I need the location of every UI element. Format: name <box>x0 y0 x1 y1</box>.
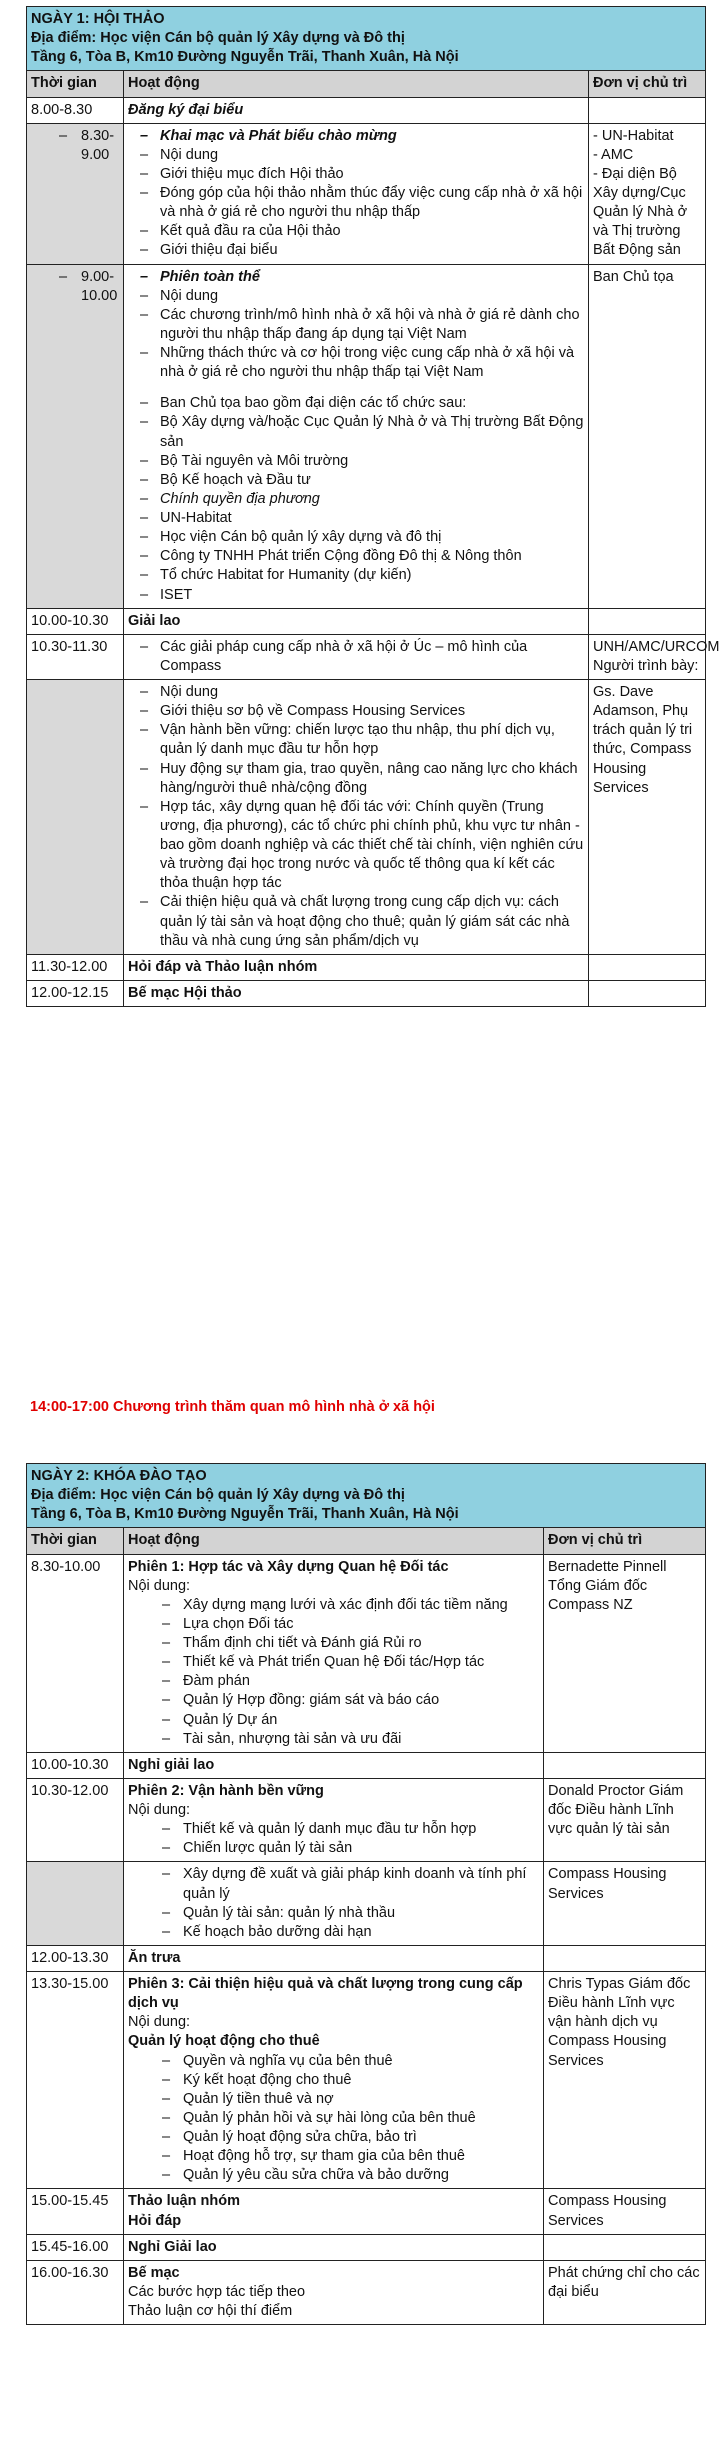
day1-location: Địa điểm: Học viện Cán bộ quản lý Xây dựng và Đô thị <box>31 30 405 47</box>
host-cell: Compass Housing Services <box>544 2189 706 2234</box>
activity-cell: Ăn trưa <box>124 1945 544 1971</box>
list-item: – Giới thiệu đại biểu <box>128 241 584 260</box>
table-row <box>27 2189 706 2234</box>
time-cell: 13.30-15.00 <box>27 1972 124 2189</box>
list-item: – Học viện Cán bộ quản lý xây dựng và đô thị <box>128 528 584 547</box>
time-cell <box>27 1862 124 1946</box>
list-item: – Quản lý tài sản: quản lý nhà thầu <box>128 1904 539 1923</box>
activity-cell <box>124 2260 544 2324</box>
table-row <box>27 634 706 679</box>
activity-cell: Nghỉ Giải lao <box>124 2234 544 2260</box>
list-item: – Chiến lược quản lý tài sản <box>128 1839 539 1858</box>
list-item: – Quản lý Dự án <box>128 1711 539 1730</box>
list-item: – Kết quả đầu ra của Hội thảo <box>128 222 584 241</box>
activity-cell: Nghỉ giải lao <box>124 1752 544 1778</box>
content-label: Nội dung: <box>128 1577 191 1594</box>
list-item: – Hoạt động hỗ trợ, sự tham gia của bên thuê <box>128 2147 539 2166</box>
time-cell: 10.30-11.30 <box>27 634 124 679</box>
host-cell: Chris Typas Giám đốc Điều hành Lĩnh vực vận hành dịch vụ Compass Housing Services <box>544 1972 706 2189</box>
list-item: – ISET <box>128 586 584 605</box>
host-cell: Bernadette Pinnell Tổng Giám đốc Compass NZ <box>544 1554 706 1752</box>
table-row <box>27 954 706 980</box>
list-item: – Huy động sự tham gia, trao quyền, nâng cao năng lực cho khách hàng/người thuê nhà/cộng đồng <box>128 760 584 798</box>
time-cell: 12.00-13.30 <box>27 1945 124 1971</box>
col-time-header: Thời gian <box>27 71 124 97</box>
day2-location: Địa điểm: Học viện Cán bộ quản lý Xây dựng và Đô thị <box>31 1487 405 1504</box>
activity-cell <box>124 1554 544 1752</box>
time-cell <box>27 680 124 955</box>
list-item: – Kế hoạch bảo dưỡng dài hạn <box>128 1923 539 1942</box>
table-row <box>27 97 706 123</box>
activity-cell <box>124 680 589 955</box>
activity-cell: Đăng ký đại biểu <box>124 97 589 123</box>
list-item: – Nội dung <box>128 146 584 165</box>
session-title: Phiên 3: Cải thiện hiệu quả và chất lượng trong cung cấp dịch vụ <box>128 1976 523 2012</box>
list-item: – UN-Habitat <box>128 509 584 528</box>
table-row <box>27 1778 706 1862</box>
day2-table <box>26 1463 706 2325</box>
host-cell: Compass Housing Services <box>544 1862 706 1946</box>
host-line: - AMC <box>593 146 634 163</box>
list-item: – Giới thiệu sơ bộ về Compass Housing Services <box>128 702 584 721</box>
host-cell <box>544 1945 706 1971</box>
list-item: – Quản lý tiền thuê và nợ <box>128 2090 539 2109</box>
day1-title: NGÀY 1: HỘI THẢO <box>31 11 165 27</box>
host-cell <box>589 97 706 123</box>
host-cell <box>589 123 706 264</box>
list-item: – Bộ Tài nguyên và Môi trường <box>128 452 584 471</box>
table-row <box>27 980 706 1006</box>
table-row <box>27 2260 706 2324</box>
activity-line: Thảo luận nhóm <box>128 2193 240 2210</box>
host-cell: Ban Chủ tọa <box>589 264 706 608</box>
list-item: – Tài sản, nhượng tài sản và ưu đãi <box>128 1730 539 1749</box>
list-item: – Xây dựng mạng lưới và xác định đối tác tiềm năng <box>128 1596 539 1615</box>
activity-line: Hỏi đáp <box>128 2212 182 2229</box>
day2-title: NGÀY 2: KHÓA ĐÀO TẠO <box>31 1468 207 1484</box>
table-row <box>27 264 706 608</box>
list-item: – Quản lý phản hồi và sự hài lòng của bên thuê <box>128 2109 539 2128</box>
list-item: – Quyền và nghĩa vụ của bên thuê <box>128 2052 539 2071</box>
host-cell <box>589 980 706 1006</box>
table-row <box>27 1862 706 1946</box>
list-item: – Công ty TNHH Phát triển Cộng đồng Đô thị & Nông thôn <box>128 547 584 566</box>
day1-address: Tầng 6, Tòa B, Km10 Đường Nguyễn Trãi, Thanh Xuân, Hà Nội <box>31 49 459 66</box>
day1-agenda <box>26 6 720 1007</box>
time-text: – 8.30-9.00 <box>31 127 119 165</box>
list-item: – Các giải pháp cung cấp nhà ở xã hội ở Úc – mô hình của Compass <box>128 638 584 676</box>
host-cell <box>544 1752 706 1778</box>
time-cell <box>27 264 124 608</box>
activity-cell <box>124 2189 544 2234</box>
activity-line: Thảo luận cơ hội thí điểm <box>128 2303 293 2319</box>
table-row <box>27 608 706 634</box>
list-item: – Vận hành bền vững: chiến lược tạo thu nhập, thu phí dịch vụ, quản lý danh mục đầu tư hỗn hợp <box>128 721 584 759</box>
list-item: – Nội dung <box>128 683 584 702</box>
activity-cell <box>124 1862 544 1946</box>
session-subtitle: Quản lý hoạt động cho thuê <box>128 2033 320 2050</box>
time-cell: 10.00-10.30 <box>27 1752 124 1778</box>
host-cell <box>589 608 706 634</box>
list-item: – Những thách thức và cơ hội trong việc cung cấp nhà ở xã hội và nhà ở giá rẻ cho người thu nhập thấp tại Việt Nam <box>128 344 584 382</box>
session-title: Phiên 2: Vận hành bền vững <box>128 1782 324 1799</box>
list-item: – Đàm phán <box>128 1672 539 1691</box>
host-cell <box>544 2234 706 2260</box>
time-cell: 12.00-12.15 <box>27 980 124 1006</box>
time-text: – 9.00-10.00 <box>31 268 119 306</box>
excursion-note: 14:00-17:00 Chương trình thăm quan mô hình nhà ở xã hội <box>30 1399 435 1415</box>
session-title: – Khai mạc và Phát biểu chào mừng <box>128 127 584 146</box>
activity-cell: Hỏi đáp và Thảo luận nhóm <box>124 954 589 980</box>
table-row <box>27 1554 706 1752</box>
list-item: – Tổ chức Habitat for Humanity (dự kiến) <box>128 566 584 585</box>
list-item: – Quản lý Hợp đồng: giám sát và báo cáo <box>128 1691 539 1710</box>
table-row <box>27 2234 706 2260</box>
day2-agenda <box>26 1463 705 2325</box>
activity-cell: Giải lao <box>124 608 589 634</box>
list-item: – Bộ Kế hoạch và Đầu tư <box>128 471 584 490</box>
host-cell: Donald Proctor Giám đốc Điều hành Lĩnh vực quản lý tài sản <box>544 1778 706 1862</box>
host-cell <box>589 954 706 980</box>
table-row <box>27 123 706 264</box>
day1-header <box>27 7 706 71</box>
list-item: – Các chương trình/mô hình nhà ở xã hội và nhà ở giá rẻ dành cho người thu nhập thấp đang áp dụng tại Việt Nam <box>128 306 584 344</box>
table-row <box>27 1752 706 1778</box>
day2-header <box>27 1464 706 1528</box>
list-item: – Hợp tác, xây dựng quan hệ đối tác với: Chính quyền (Trung ương, địa phương), các tổ chức phi chính phủ, khu vực tư nhân - bao gồm doanh nghiệp và các thiết chế tài chính, viện nghiên cứu và trường đại học trong nước và quốc tế thông qua kí kết các thỏa thuận hợp tác <box>128 798 584 894</box>
host-line: - Đại diện Bộ Xây dựng/Cục Quản lý Nhà ở và Thị trường Bất Động sản <box>593 165 688 259</box>
list-item: – Lựa chọn Đối tác <box>128 1615 539 1634</box>
activity-cell <box>124 1778 544 1862</box>
list-item: – Nội dung <box>128 287 584 306</box>
time-cell: 8.00-8.30 <box>27 97 124 123</box>
col-time-header: Thời gian <box>27 1528 124 1554</box>
list-item: – Thiết kế và quản lý danh mục đầu tư hỗn hợp <box>128 1820 539 1839</box>
activity-cell: Bế mạc Hội thảo <box>124 980 589 1006</box>
col-host-header: Đơn vị chủ trì <box>589 71 706 97</box>
list-item: – Ban Chủ tọa bao gồm đại diện các tổ chức sau: <box>128 394 584 413</box>
table-row <box>27 1945 706 1971</box>
content-label: Nội dung: <box>128 2014 191 2031</box>
table-row <box>27 1972 706 2189</box>
list-item: – Chính quyền địa phương <box>128 490 584 509</box>
activity-cell <box>124 634 589 679</box>
activity-cell <box>124 264 589 608</box>
session-title: – Phiên toàn thể <box>128 268 584 287</box>
activity-cell <box>124 123 589 264</box>
host-cell: Phát chứng chỉ cho các đại biểu <box>544 2260 706 2324</box>
list-item: – Thẩm định chi tiết và Đánh giá Rủi ro <box>128 1634 539 1653</box>
list-item: – Đóng góp của hội thảo nhằm thúc đẩy việc cung cấp nhà ở xã hội và nhà ở giá rẻ cho người thu nhập thấp <box>128 184 584 222</box>
time-cell: 8.30-10.00 <box>27 1554 124 1752</box>
session-title: Bế mạc <box>128 2264 180 2281</box>
host-line: - UN-Habitat <box>593 127 674 144</box>
day1-column-headers <box>27 71 706 97</box>
col-host-header: Đơn vị chủ trì <box>544 1528 706 1554</box>
host-cell: Gs. Dave Adamson, Phụ trách quản lý tri thức, Compass Housing Services <box>589 680 706 955</box>
list-item: – Thiết kế và Phát triển Quan hệ Đối tác/Hợp tác <box>128 1653 539 1672</box>
host-cell: UNH/AMC/URCOM Người trình bày: <box>589 634 706 679</box>
list-item: – Ký kết hoạt động cho thuê <box>128 2071 539 2090</box>
session-title: Phiên 1: Hợp tác và Xây dựng Quan hệ Đối tác <box>128 1558 449 1575</box>
activity-cell <box>124 1972 544 2189</box>
day2-column-headers <box>27 1528 706 1554</box>
day2-address: Tầng 6, Tòa B, Km10 Đường Nguyễn Trãi, Thanh Xuân, Hà Nội <box>31 1506 459 1523</box>
list-item: – Bộ Xây dựng và/hoặc Cục Quản lý Nhà ở và Thị trường Bất Động sản <box>128 413 584 451</box>
list-item: – Cải thiện hiệu quả và chất lượng trong cung cấp dịch vụ: cách quản lý tài sản và hoạt động cho thuê; quản lý giám sát các nhà thầu và nhà cung ứng sản phẩm/dịch vụ <box>128 893 584 950</box>
content-label: Nội dung: <box>128 1802 191 1818</box>
list-item: – Quản lý hoạt động sửa chữa, bảo trì <box>128 2128 539 2147</box>
list-item: – Giới thiệu mục đích Hội thảo <box>128 165 584 184</box>
time-cell: 16.00-16.30 <box>27 2260 124 2324</box>
activity-line: Các bước hợp tác tiếp theo <box>128 2283 306 2300</box>
time-cell: 15.00-15.45 <box>27 2189 124 2234</box>
col-activity-header: Hoạt động <box>124 71 589 97</box>
col-activity-header: Hoạt động <box>124 1528 544 1554</box>
time-cell <box>27 123 124 264</box>
day1-table <box>26 6 720 1007</box>
time-cell: 10.30-12.00 <box>27 1778 124 1862</box>
time-cell: 11.30-12.00 <box>27 954 124 980</box>
list-item: – Quản lý yêu cầu sửa chữa và bảo dưỡng <box>128 2166 539 2185</box>
list-item: – Xây dựng đề xuất và giải pháp kinh doanh và tính phí quản lý <box>128 1865 539 1903</box>
table-row <box>27 680 706 955</box>
time-cell: 10.00-10.30 <box>27 608 124 634</box>
time-cell: 15.45-16.00 <box>27 2234 124 2260</box>
